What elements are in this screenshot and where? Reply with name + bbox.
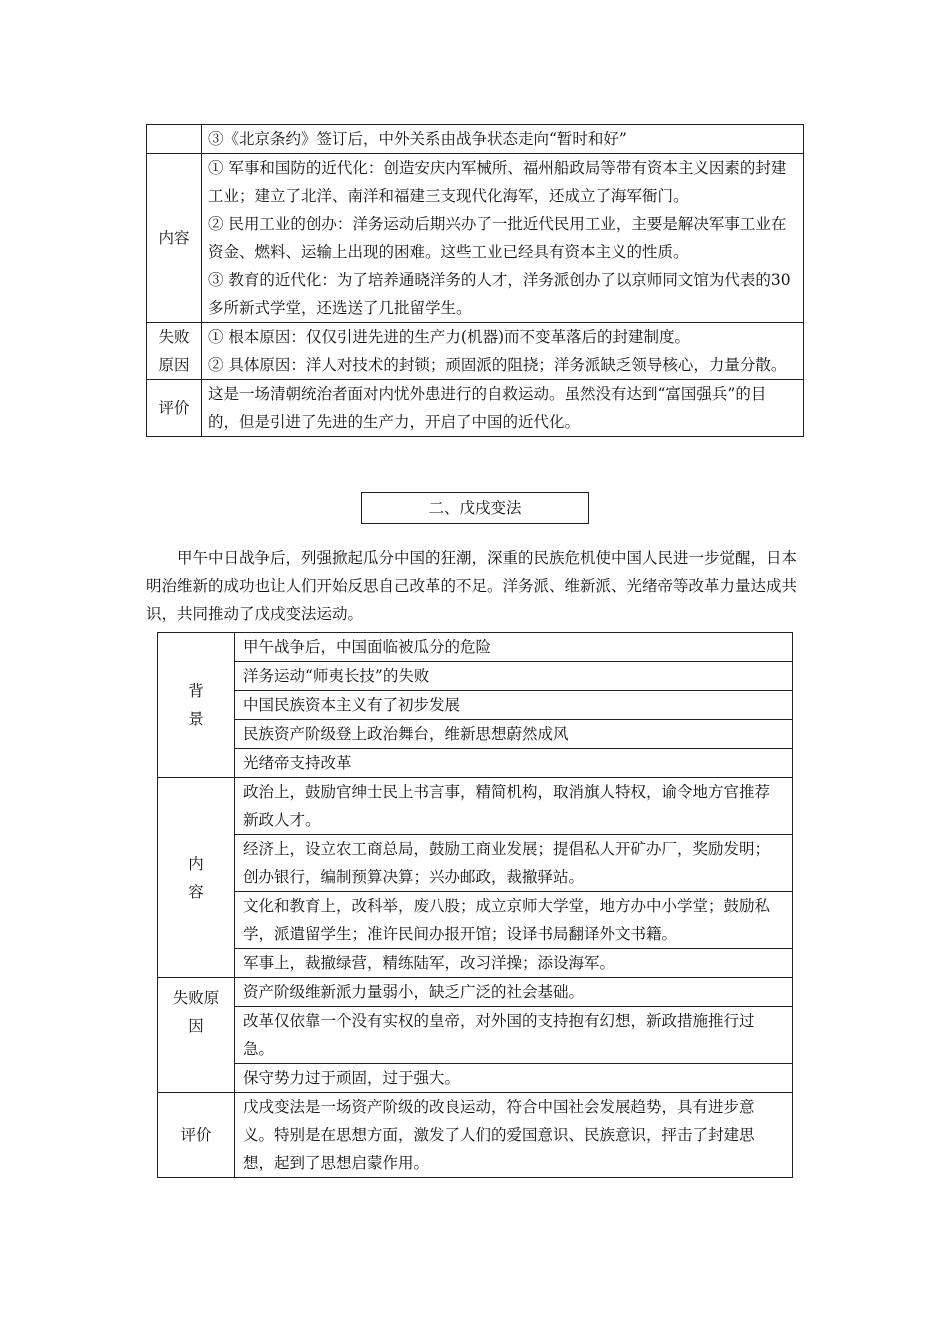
reform-table: [157, 632, 793, 1178]
background-header-line: 景: [188, 710, 204, 728]
content-header: [158, 778, 235, 978]
failure-cell: [202, 323, 804, 380]
evaluation-cell: 戊戌变法是一场资产阶级的改良运动，符合中国社会发展趋势，具有进步意义。特别是在思想方面，激发了人们的爱国意识、民族意识，抨击了封建思想，起到了思想启蒙作用。: [235, 1093, 793, 1178]
failure-item: ① 根本原因：仅仅引进先进的生产力(机器)而不变革落后的封建制度。: [208, 328, 691, 346]
table-row: [158, 1007, 793, 1064]
background-item: 民族资产阶级登上政治舞台，维新思想蔚然成风: [235, 720, 793, 749]
table-row: [158, 892, 793, 949]
content-item: 经济上，设立农工商总局，鼓励工商业发展；提倡私人开矿办厂，奖励发明；创办银行，编制预算决算；兴办邮政，裁撤驿站。: [235, 835, 793, 892]
content-cell: [202, 154, 804, 323]
content-item: ① 军事和国防的近代化：创造安庆内军械所、福州船政局等带有资本主义因素的封建工业；建立了北洋、南洋和福建三支现代化海军，还成立了海军衙门。: [208, 159, 787, 205]
background-item: 中国民族资本主义有了初步发展: [235, 691, 793, 720]
table-row: [158, 633, 793, 662]
content-header-line: 内: [188, 854, 204, 873]
failure-item: 改革仅依靠一个没有实权的皇帝，对外国的支持抱有幻想，新政措施推行过急。: [235, 1007, 793, 1064]
westernization-table: [146, 124, 804, 437]
intro-paragraph: 甲午中日战争后，列强掀起瓜分中国的狂潮，深重的民族危机使中国人民进一步觉醒，日本明治维新的成功也让人们开始反思自己改革的不足。洋务派、维新派、光绪帝等改革力量达成共识，共同推动了戊戌变法运动。: [146, 549, 798, 623]
table-row: [158, 835, 793, 892]
evaluation-header: 评价: [147, 380, 202, 437]
empty-header-cell: [147, 125, 202, 154]
content-item: 文化和教育上，改科举，废八股；成立京师大学堂，地方办中小学堂；鼓励私学，派遣留学生；准许民间办报开馆；设译书局翻译外文书籍。: [235, 892, 793, 949]
content-header-line: 容: [188, 882, 204, 901]
background-item: 洋务运动“师夷长技”的失败: [235, 662, 793, 691]
failure-header-line: 因: [188, 1017, 204, 1035]
content-item: ③ 教育的近代化：为了培养通晓洋务的人才，洋务派创办了以京师同文馆为代表的30多所新式学堂，还选送了几批留学生。: [208, 271, 791, 317]
table-row: [158, 1093, 793, 1178]
background-header-line: 背: [188, 682, 204, 700]
table-row: [158, 778, 793, 835]
content-item: 政治上，鼓励官绅士民上书言事，精简机构，取消旗人特权，谕令地方官推荐新政人才。: [235, 778, 793, 835]
table-row: [158, 978, 793, 1007]
background-item: 甲午战争后，中国面临被瓜分的危险: [235, 633, 793, 662]
table-row: [158, 691, 793, 720]
evaluation-cell: 这是一场清朝统治者面对内忧外患进行的自救运动。虽然没有达到“富国强兵”的目的，但是引进了先进的生产力，开启了中国的近代化。: [202, 380, 804, 437]
failure-header-line: 原因: [158, 356, 190, 374]
failure-item: 保守势力过于顽固，过于强大。: [235, 1064, 793, 1093]
table-row: [158, 662, 793, 691]
table-row: [147, 323, 804, 380]
content-item: ② 民用工业的创办：洋务运动后期兴办了一批近代民用工业，主要是解决军事工业在资金、燃料、运输上出现的困难。这些工业已经具有资本主义的性质。: [208, 215, 787, 261]
background-header: [158, 633, 235, 778]
content-header: 内容: [147, 154, 202, 323]
failure-header-line: 失败: [158, 328, 190, 346]
table-row: [147, 380, 804, 437]
table-row: [158, 1064, 793, 1093]
failure-header: [147, 323, 202, 380]
table-row: [147, 125, 804, 154]
section-title: 二、戊戌变法: [361, 492, 589, 524]
evaluation-header: 评价: [158, 1093, 235, 1178]
table-row: [147, 154, 804, 323]
table-row: [158, 720, 793, 749]
failure-header: [158, 978, 235, 1093]
failure-item: 资产阶级维新派力量弱小，缺乏广泛的社会基础。: [235, 978, 793, 1007]
table-row: [158, 949, 793, 978]
table-row: [158, 749, 793, 778]
failure-item: ② 具体原因：洋人对技术的封锁；顽固派的阻挠；洋务派缺乏领导核心，力量分散。: [208, 356, 787, 374]
content-item: 军事上，裁撤绿营，精练陆军，改习洋操；添设海军。: [235, 949, 793, 978]
treaty-cell: ③《北京条约》签订后，中外关系由战争状态走向“暂时和好”: [202, 125, 804, 154]
background-item: 光绪帝支持改革: [235, 749, 793, 778]
failure-header-line: 失败原: [172, 989, 220, 1007]
